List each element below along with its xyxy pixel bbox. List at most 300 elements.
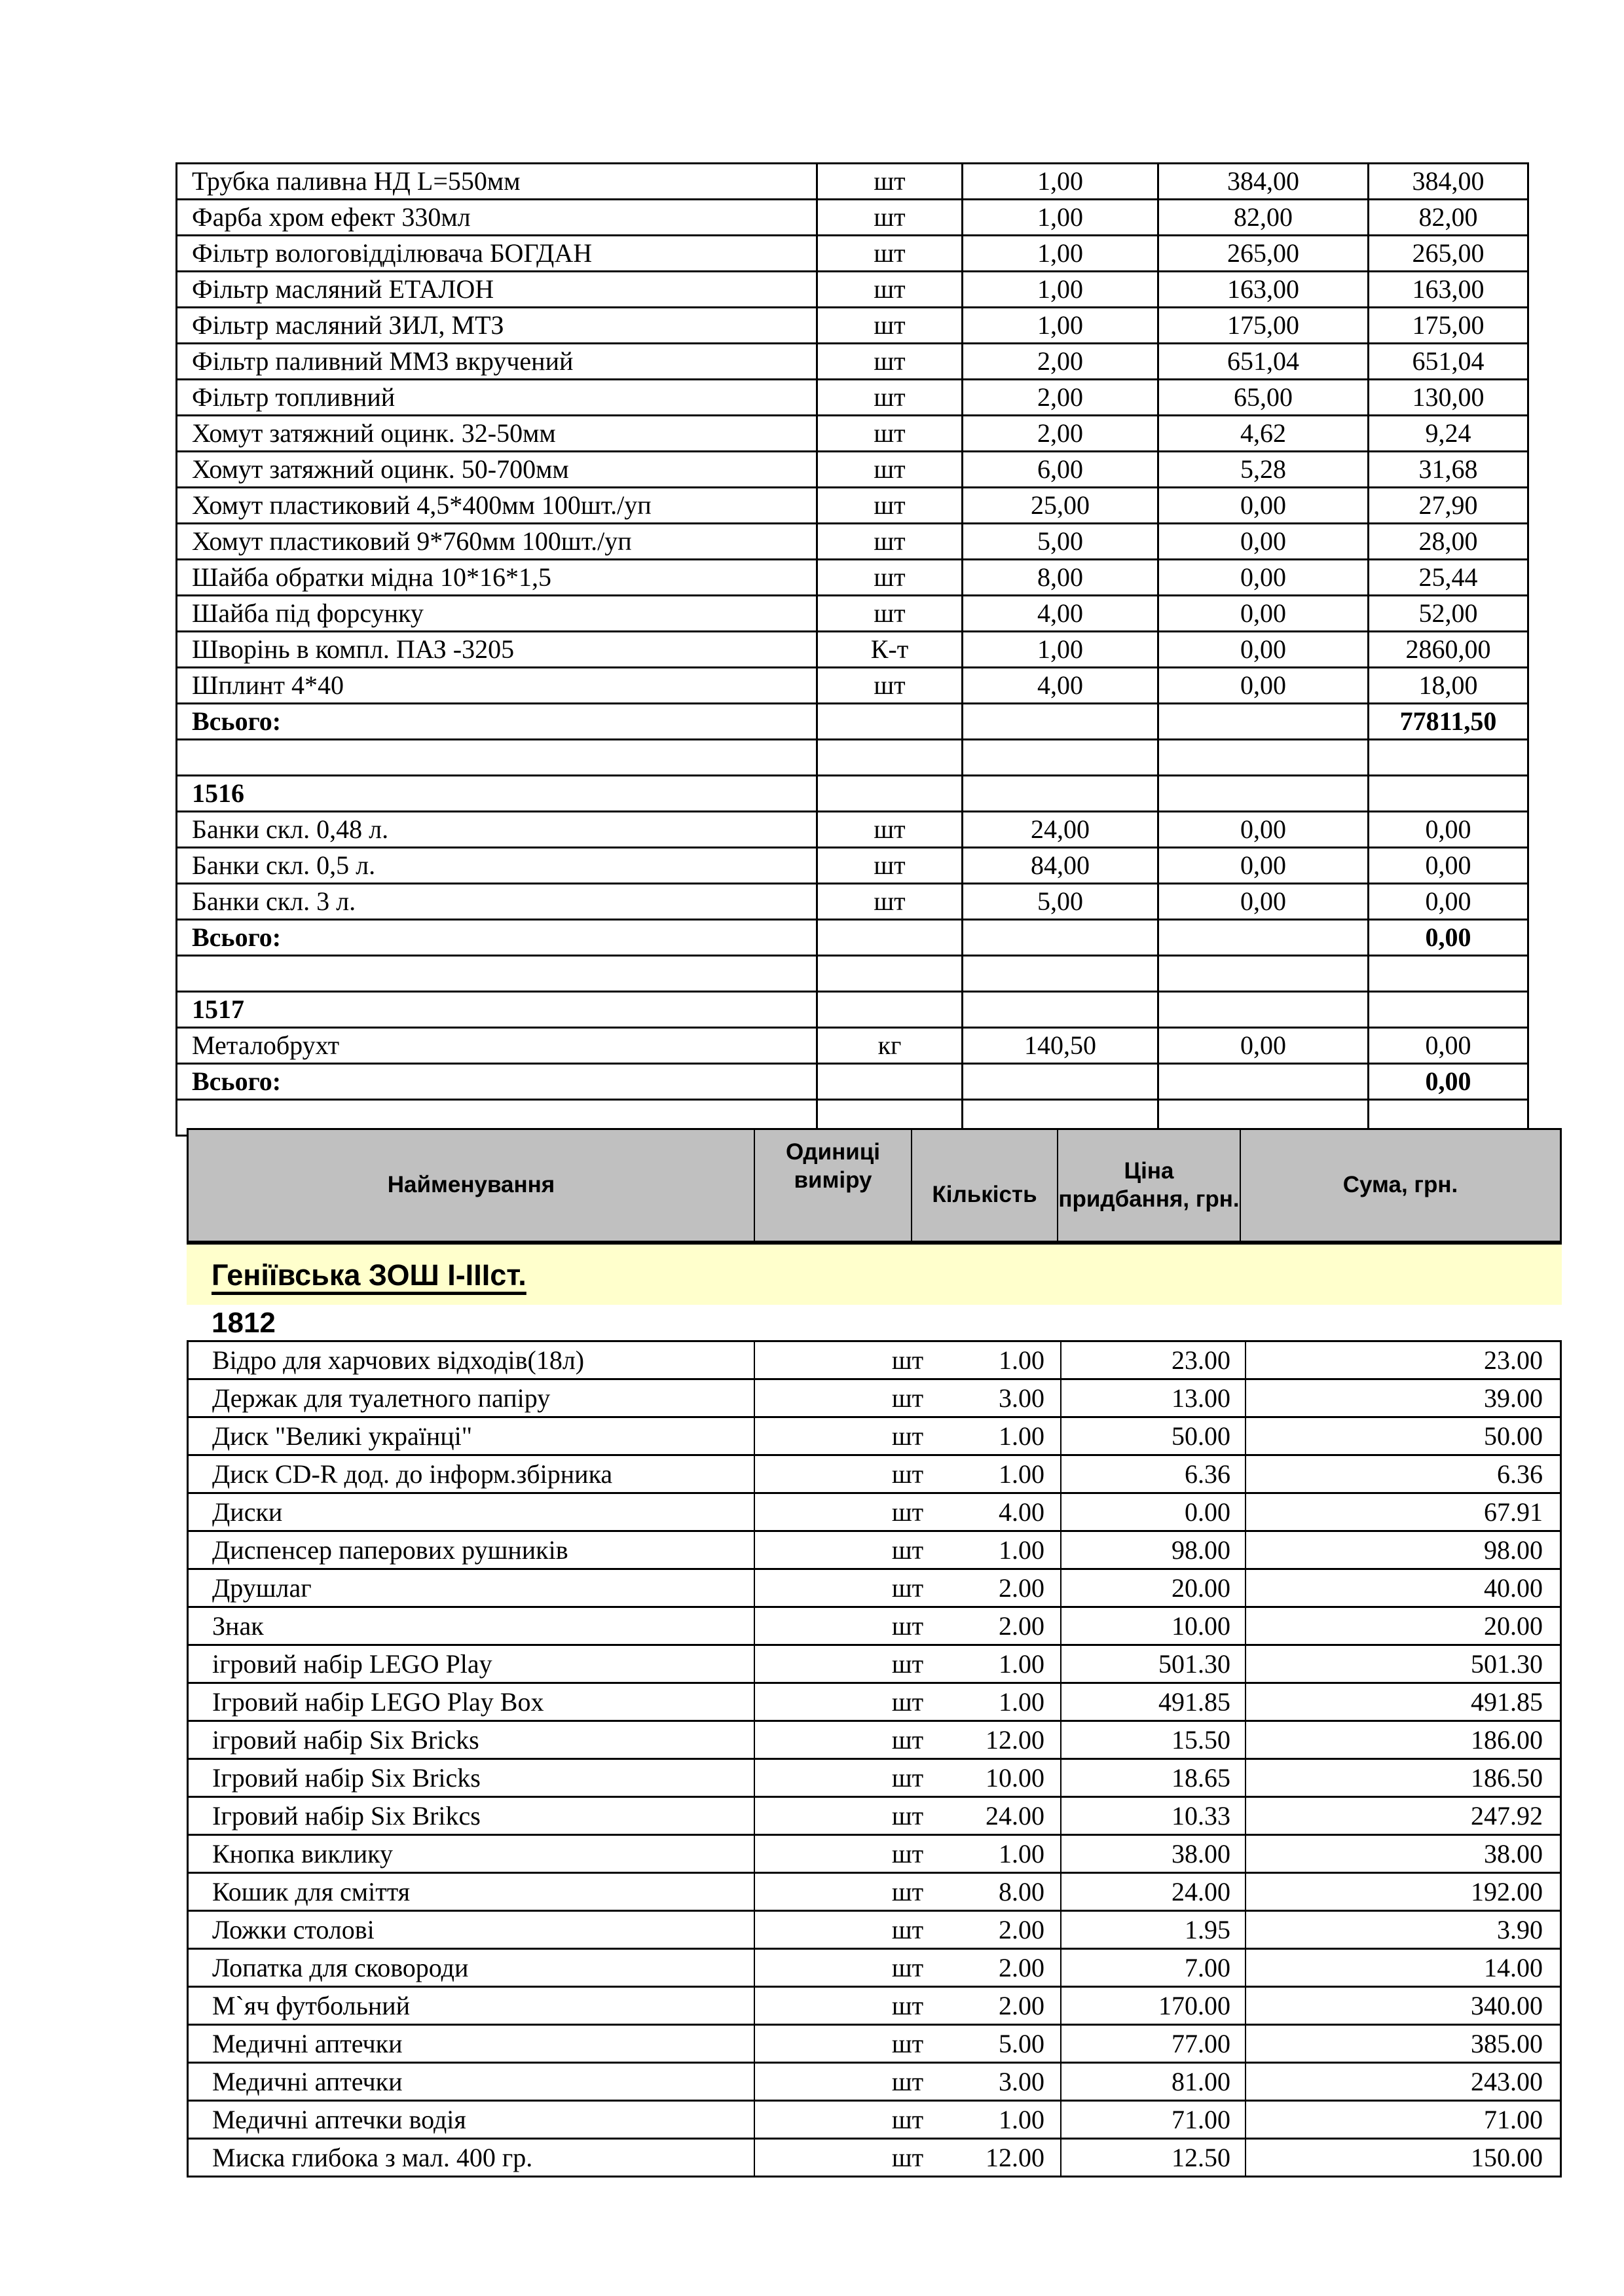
price-cell: 24.00 xyxy=(1061,1874,1246,1910)
qty-cell: 24,00 xyxy=(963,812,1159,847)
qty-cell: 1,00 xyxy=(963,164,1159,198)
sum-cell: 50.00 xyxy=(1484,1421,1543,1451)
qty-value: 1.00 xyxy=(999,1459,1044,1489)
price-cell: 98.00 xyxy=(1061,1532,1246,1568)
table-row xyxy=(189,1418,1560,1456)
qty-cell: 2,00 xyxy=(963,344,1159,378)
sum-cell: 0,00 xyxy=(1425,1066,1471,1096)
unit-qty-cell xyxy=(755,1380,1061,1416)
name-cell: ігровий набір LEGO Play xyxy=(189,1646,755,1682)
table-row xyxy=(177,416,1527,452)
price-cell: 0,00 xyxy=(1159,596,1369,630)
table-row xyxy=(189,1684,1560,1722)
unit-cell: шт xyxy=(818,200,963,234)
qty-cell: 140,50 xyxy=(963,1029,1159,1063)
sum-cell: 340.00 xyxy=(1471,1990,1543,2020)
sum-cell: 3.90 xyxy=(1497,1914,1543,1944)
qty-cell: 25,00 xyxy=(963,488,1159,522)
price-cell: 265,00 xyxy=(1159,236,1369,270)
table-row xyxy=(177,957,1527,993)
price-cell xyxy=(1159,740,1369,774)
qty-cell: 1,00 xyxy=(963,272,1159,306)
qty-value: 12.00 xyxy=(986,1724,1044,1755)
name-cell: Всього: xyxy=(177,1065,818,1099)
name-cell: Хомут затяжний оцинк. 50-700мм xyxy=(177,452,818,486)
table-row xyxy=(177,704,1527,740)
unit-label: шт xyxy=(891,1990,924,2020)
qty-cell: 1,00 xyxy=(963,632,1159,666)
price-cell: 0,00 xyxy=(1159,1029,1369,1063)
unit-qty-cell xyxy=(755,1456,1061,1492)
header-unit-cell: Одиниці виміру xyxy=(755,1130,912,1241)
price-cell: 651,04 xyxy=(1159,344,1369,378)
table-row xyxy=(189,1342,1560,1380)
name-cell: Відро для харчових відходів(18л) xyxy=(189,1342,755,1378)
unit-label: шт xyxy=(891,1800,924,1831)
inventory-table-header xyxy=(187,1128,1562,1245)
unit-label: шт xyxy=(891,1535,924,1565)
name-cell: Ігровий набір Six Bricks xyxy=(189,1760,755,1796)
price-cell: 384,00 xyxy=(1159,164,1369,198)
table-row xyxy=(177,344,1527,380)
unit-cell: шт xyxy=(818,236,963,270)
name-cell: Медичні аптечки xyxy=(189,2064,755,2100)
name-cell: Банки скл. 0,48 л. xyxy=(177,812,818,847)
name-cell: Миска глибока з мал. 400 гр. xyxy=(189,2140,755,2176)
table-row xyxy=(177,380,1527,416)
price-cell: 0.00 xyxy=(1061,1494,1246,1530)
price-cell: 23.00 xyxy=(1061,1342,1246,1378)
sum-cell: 67.91 xyxy=(1484,1497,1543,1527)
name-cell: Всього: xyxy=(177,920,818,955)
name-cell: Знак xyxy=(189,1608,755,1644)
name-cell: Ложки столові xyxy=(189,1912,755,1948)
name-cell: Фільтр вологовідділювача БОГДАН xyxy=(177,236,818,270)
price-cell: 0,00 xyxy=(1159,848,1369,883)
unit-qty-cell xyxy=(755,2140,1061,2176)
qty-cell: 8,00 xyxy=(963,560,1159,594)
table-row xyxy=(177,632,1527,668)
sum-cell: 52,00 xyxy=(1418,598,1478,628)
table-row xyxy=(189,1912,1560,1950)
price-cell: 18.65 xyxy=(1061,1760,1246,1796)
price-cell xyxy=(1159,920,1369,955)
unit-label: шт xyxy=(891,2066,924,2096)
unit-cell xyxy=(818,920,963,955)
unit-label: шт xyxy=(891,1838,924,1868)
qty-cell xyxy=(963,776,1159,811)
unit-label: шт xyxy=(891,2104,924,2134)
qty-value: 3.00 xyxy=(999,1383,1044,1413)
sum-cell: 175,00 xyxy=(1412,310,1485,340)
name-cell: Хомут пластиковий 9*760мм 100шт./уп xyxy=(177,524,818,558)
qty-value: 2.00 xyxy=(999,1611,1044,1641)
unit-label: шт xyxy=(891,1497,924,1527)
price-cell: 0,00 xyxy=(1159,884,1369,919)
price-cell: 10.00 xyxy=(1061,1608,1246,1644)
sum-cell: 186.00 xyxy=(1471,1724,1543,1755)
unit-qty-cell xyxy=(755,1342,1061,1378)
sum-cell: 247.92 xyxy=(1471,1800,1543,1831)
unit-cell xyxy=(818,776,963,811)
table-row xyxy=(189,1760,1560,1798)
unit-qty-cell xyxy=(755,2064,1061,2100)
price-cell xyxy=(1159,704,1369,738)
qty-cell: 5,00 xyxy=(963,524,1159,558)
table-row xyxy=(189,1798,1560,1836)
name-cell: Фільтр паливний ММЗ вкручений xyxy=(177,344,818,378)
table-row xyxy=(177,668,1527,704)
unit-label: шт xyxy=(891,1345,924,1375)
table-row xyxy=(177,200,1527,236)
parts-inventory-table xyxy=(175,162,1529,1137)
unit-label: шт xyxy=(891,2028,924,2058)
sum-cell: 25,44 xyxy=(1418,562,1478,592)
table-row xyxy=(177,1065,1527,1101)
qty-value: 5.00 xyxy=(999,2028,1044,2058)
qty-value: 2.00 xyxy=(999,1952,1044,1982)
unit-cell: шт xyxy=(818,272,963,306)
unit-qty-cell xyxy=(755,2026,1061,2062)
name-cell: Кнопка виклику xyxy=(189,1836,755,1872)
unit-cell xyxy=(818,704,963,738)
unit-label: шт xyxy=(891,1383,924,1413)
price-cell: 501.30 xyxy=(1061,1646,1246,1682)
name-cell: М`яч футбольний xyxy=(189,1988,755,2024)
unit-qty-cell xyxy=(755,1798,1061,1834)
table-row xyxy=(177,776,1527,812)
name-cell: Диск CD-R дод. до інформ.збірника xyxy=(189,1456,755,1492)
qty-cell: 2,00 xyxy=(963,380,1159,414)
name-cell: Хомут пластиковий 4,5*400мм 100шт./уп xyxy=(177,488,818,522)
unit-qty-cell xyxy=(755,1950,1061,1986)
sum-cell: 18,00 xyxy=(1418,670,1478,700)
price-cell: 0,00 xyxy=(1159,668,1369,702)
name-cell: Шайба обратки мідна 10*16*1,5 xyxy=(177,560,818,594)
qty-cell xyxy=(963,957,1159,991)
qty-value: 2.00 xyxy=(999,1914,1044,1944)
name-cell: Трубка паливна НД L=550мм xyxy=(177,164,818,198)
name-cell: Диски xyxy=(189,1494,755,1530)
price-cell: 163,00 xyxy=(1159,272,1369,306)
unit-cell: шт xyxy=(818,380,963,414)
unit-cell: шт xyxy=(818,668,963,702)
qty-cell: 84,00 xyxy=(963,848,1159,883)
sum-cell: 14.00 xyxy=(1484,1952,1543,1982)
price-cell xyxy=(1159,1065,1369,1099)
price-cell xyxy=(1159,993,1369,1027)
section-number-1812: 1812 xyxy=(212,1307,276,1339)
sum-cell: 130,00 xyxy=(1412,382,1485,412)
table-row xyxy=(189,1532,1560,1570)
school-title: Геніївська ЗОШ І-ІІІст. xyxy=(212,1258,526,1292)
unit-qty-cell xyxy=(755,1722,1061,1758)
table-row xyxy=(177,308,1527,344)
unit-cell: кг xyxy=(818,1029,963,1063)
price-cell xyxy=(1159,957,1369,991)
sum-cell: 0,00 xyxy=(1425,922,1471,952)
qty-cell: 4,00 xyxy=(963,596,1159,630)
price-cell: 15.50 xyxy=(1061,1722,1246,1758)
qty-cell: 6,00 xyxy=(963,452,1159,486)
qty-value: 8.00 xyxy=(999,1876,1044,1906)
name-cell: Ігровий набір LEGO Play Box xyxy=(189,1684,755,1720)
price-cell: 38.00 xyxy=(1061,1836,1246,1872)
table-row xyxy=(189,1836,1560,1874)
table-row xyxy=(177,452,1527,488)
name-cell: Друшлаг xyxy=(189,1570,755,1606)
qty-value: 2.00 xyxy=(999,1573,1044,1603)
sum-cell xyxy=(1369,776,1527,811)
name-cell: 1517 xyxy=(177,993,818,1027)
header-quantity-cell: Кількість xyxy=(912,1130,1058,1241)
price-cell: 170.00 xyxy=(1061,1988,1246,2024)
price-cell: 175,00 xyxy=(1159,308,1369,342)
unit-qty-cell xyxy=(755,1874,1061,1910)
unit-cell: шт xyxy=(818,848,963,883)
header-price-cell: Ціна придбання, грн. xyxy=(1058,1130,1241,1241)
sum-cell: 28,00 xyxy=(1418,526,1478,556)
name-cell xyxy=(177,740,818,774)
unit-cell: шт xyxy=(818,164,963,198)
name-cell: Медичні аптечки xyxy=(189,2026,755,2062)
unit-label: шт xyxy=(891,1876,924,1906)
unit-cell: шт xyxy=(818,596,963,630)
table-row xyxy=(189,1722,1560,1760)
sum-cell: 163,00 xyxy=(1412,274,1485,304)
unit-cell xyxy=(818,740,963,774)
table-row xyxy=(189,1494,1560,1532)
unit-cell: шт xyxy=(818,416,963,450)
unit-cell: шт xyxy=(818,344,963,378)
unit-label: шт xyxy=(891,1686,924,1717)
unit-label: шт xyxy=(891,2142,924,2172)
unit-qty-cell xyxy=(755,1836,1061,1872)
sum-cell: 192.00 xyxy=(1471,1876,1543,1906)
qty-value: 1.00 xyxy=(999,1345,1044,1375)
table-row xyxy=(189,2140,1560,2176)
qty-cell: 1,00 xyxy=(963,308,1159,342)
unit-qty-cell xyxy=(755,1646,1061,1682)
table-row xyxy=(189,1988,1560,2026)
price-cell: 77.00 xyxy=(1061,2026,1246,2062)
name-cell: Шайба під форсунку xyxy=(177,596,818,630)
sum-cell xyxy=(1369,740,1527,774)
name-cell: Лопатка для сковороди xyxy=(189,1950,755,1986)
table-row xyxy=(177,164,1527,200)
sum-cell: 0,00 xyxy=(1425,850,1471,880)
qty-value: 1.00 xyxy=(999,1535,1044,1565)
table-row xyxy=(177,848,1527,884)
unit-cell: К-т xyxy=(818,632,963,666)
qty-value: 2.00 xyxy=(999,1990,1044,2020)
name-cell: 1516 xyxy=(177,776,818,811)
price-cell: 1.95 xyxy=(1061,1912,1246,1948)
price-cell: 0,00 xyxy=(1159,488,1369,522)
unit-cell: шт xyxy=(818,812,963,847)
table-row xyxy=(189,1456,1560,1494)
table-row xyxy=(189,2102,1560,2140)
unit-label: шт xyxy=(891,1611,924,1641)
unit-cell xyxy=(818,993,963,1027)
sum-cell: 77811,50 xyxy=(1399,706,1497,736)
price-cell: 10.33 xyxy=(1061,1798,1246,1834)
price-cell: 0,00 xyxy=(1159,812,1369,847)
sum-cell: 71.00 xyxy=(1484,2104,1543,2134)
price-cell: 50.00 xyxy=(1061,1418,1246,1454)
unit-label: шт xyxy=(891,1762,924,1793)
unit-cell: шт xyxy=(818,452,963,486)
name-cell: Диспенсер паперових рушників xyxy=(189,1532,755,1568)
price-cell: 81.00 xyxy=(1061,2064,1246,2100)
sum-cell: 98.00 xyxy=(1484,1535,1543,1565)
sum-cell: 0,00 xyxy=(1425,814,1471,844)
price-cell: 20.00 xyxy=(1061,1570,1246,1606)
unit-cell xyxy=(818,957,963,991)
table-row xyxy=(177,812,1527,848)
name-cell: Кошик для сміття xyxy=(189,1874,755,1910)
unit-label: шт xyxy=(891,1573,924,1603)
sum-cell: 384,00 xyxy=(1412,166,1485,196)
header-sum-cell: Сума, грн. xyxy=(1342,1172,1458,1198)
table-row xyxy=(189,1570,1560,1608)
unit-qty-cell xyxy=(755,1912,1061,1948)
unit-qty-cell xyxy=(755,1570,1061,1606)
qty-value: 1.00 xyxy=(999,1421,1044,1451)
name-cell: Банки скл. 0,5 л. xyxy=(177,848,818,883)
name-cell: Банки скл. 3 л. xyxy=(177,884,818,919)
unit-cell: шт xyxy=(818,560,963,594)
qty-cell xyxy=(963,1065,1159,1099)
sum-cell: 651,04 xyxy=(1412,346,1485,376)
price-cell: 13.00 xyxy=(1061,1380,1246,1416)
price-cell: 6.36 xyxy=(1061,1456,1246,1492)
qty-value: 1.00 xyxy=(999,1686,1044,1717)
name-cell: Диск "Великі українці" xyxy=(189,1418,755,1454)
sum-cell: 38.00 xyxy=(1484,1838,1543,1868)
sum-cell: 501.30 xyxy=(1471,1649,1543,1679)
unit-label: шт xyxy=(891,1649,924,1679)
unit-qty-cell xyxy=(755,1684,1061,1720)
price-cell: 65,00 xyxy=(1159,380,1369,414)
price-cell: 4,62 xyxy=(1159,416,1369,450)
sum-cell: 27,90 xyxy=(1418,490,1478,520)
unit-qty-cell xyxy=(755,1418,1061,1454)
table-row xyxy=(189,2026,1560,2064)
price-cell: 12.50 xyxy=(1061,2140,1246,2176)
sum-cell: 385.00 xyxy=(1471,2028,1543,2058)
qty-cell: 1,00 xyxy=(963,236,1159,270)
qty-cell: 5,00 xyxy=(963,884,1159,919)
price-cell: 491.85 xyxy=(1061,1684,1246,1720)
table-row xyxy=(177,596,1527,632)
sum-cell: 186.50 xyxy=(1471,1762,1543,1793)
qty-value: 4.00 xyxy=(999,1497,1044,1527)
name-cell: Фарба хром ефект 330мл xyxy=(177,200,818,234)
qty-cell xyxy=(963,704,1159,738)
price-cell xyxy=(1159,776,1369,811)
qty-cell xyxy=(963,740,1159,774)
sum-cell: 82,00 xyxy=(1418,202,1478,232)
sum-cell: 39.00 xyxy=(1484,1383,1543,1413)
table-row xyxy=(177,884,1527,920)
unit-cell: шт xyxy=(818,524,963,558)
unit-cell: шт xyxy=(818,488,963,522)
unit-qty-cell xyxy=(755,1532,1061,1568)
qty-cell xyxy=(963,993,1159,1027)
table-row xyxy=(177,524,1527,560)
qty-value: 24.00 xyxy=(986,1800,1044,1831)
sum-cell: 20.00 xyxy=(1484,1611,1543,1641)
name-cell: Шплинт 4*40 xyxy=(177,668,818,702)
name-cell: ігровий набір Six Bricks xyxy=(189,1722,755,1758)
name-cell: Металобрухт xyxy=(177,1029,818,1063)
sum-cell xyxy=(1369,957,1527,991)
table-row xyxy=(189,1608,1560,1646)
unit-qty-cell xyxy=(755,1760,1061,1796)
unit-label: шт xyxy=(891,1914,924,1944)
price-cell: 0,00 xyxy=(1159,560,1369,594)
unit-cell xyxy=(818,1065,963,1099)
table-row xyxy=(177,236,1527,272)
sum-cell: 265,00 xyxy=(1412,238,1485,268)
qty-value: 1.00 xyxy=(999,2104,1044,2134)
unit-qty-cell xyxy=(755,1988,1061,2024)
unit-qty-cell xyxy=(755,2102,1061,2138)
unit-qty-cell xyxy=(755,1494,1061,1530)
name-cell: Ігровий набір Six Brikcs xyxy=(189,1798,755,1834)
name-cell: Держак для туалетного папіру xyxy=(189,1380,755,1416)
table-row xyxy=(189,1950,1560,1988)
qty-value: 10.00 xyxy=(986,1762,1044,1793)
qty-value: 12.00 xyxy=(986,2142,1044,2172)
table-row xyxy=(189,1380,1560,1418)
qty-cell: 4,00 xyxy=(963,668,1159,702)
school-title-row xyxy=(187,1245,1562,1305)
name-cell xyxy=(177,957,818,991)
sum-cell: 31,68 xyxy=(1418,454,1478,484)
sum-cell xyxy=(1369,993,1527,1027)
table-row xyxy=(177,993,1527,1029)
table-row xyxy=(177,560,1527,596)
price-cell: 0,00 xyxy=(1159,632,1369,666)
school-inventory-table xyxy=(187,1340,1562,2178)
unit-label: шт xyxy=(891,1724,924,1755)
header-name-cell: Найменування xyxy=(189,1130,755,1241)
price-cell: 7.00 xyxy=(1061,1950,1246,1986)
unit-cell: шт xyxy=(818,884,963,919)
qty-cell xyxy=(963,920,1159,955)
price-cell: 71.00 xyxy=(1061,2102,1246,2138)
qty-value: 1.00 xyxy=(999,1649,1044,1679)
name-cell: Всього: xyxy=(177,704,818,738)
qty-cell: 1,00 xyxy=(963,200,1159,234)
name-cell: Шворінь в компл. ПАЗ -3205 xyxy=(177,632,818,666)
table-row xyxy=(177,272,1527,308)
unit-label: шт xyxy=(891,1421,924,1451)
sum-cell: 150.00 xyxy=(1471,2142,1543,2172)
table-row xyxy=(189,1646,1560,1684)
sum-cell: 23.00 xyxy=(1484,1345,1543,1375)
table-row xyxy=(189,1874,1560,1912)
unit-cell: шт xyxy=(818,308,963,342)
table-row xyxy=(177,920,1527,957)
sum-cell: 0,00 xyxy=(1425,886,1471,916)
name-cell: Фільтр масляний ЗИЛ, МТЗ xyxy=(177,308,818,342)
sum-cell: 6.36 xyxy=(1497,1459,1543,1489)
unit-label: шт xyxy=(891,1952,924,1982)
table-row xyxy=(177,740,1527,776)
